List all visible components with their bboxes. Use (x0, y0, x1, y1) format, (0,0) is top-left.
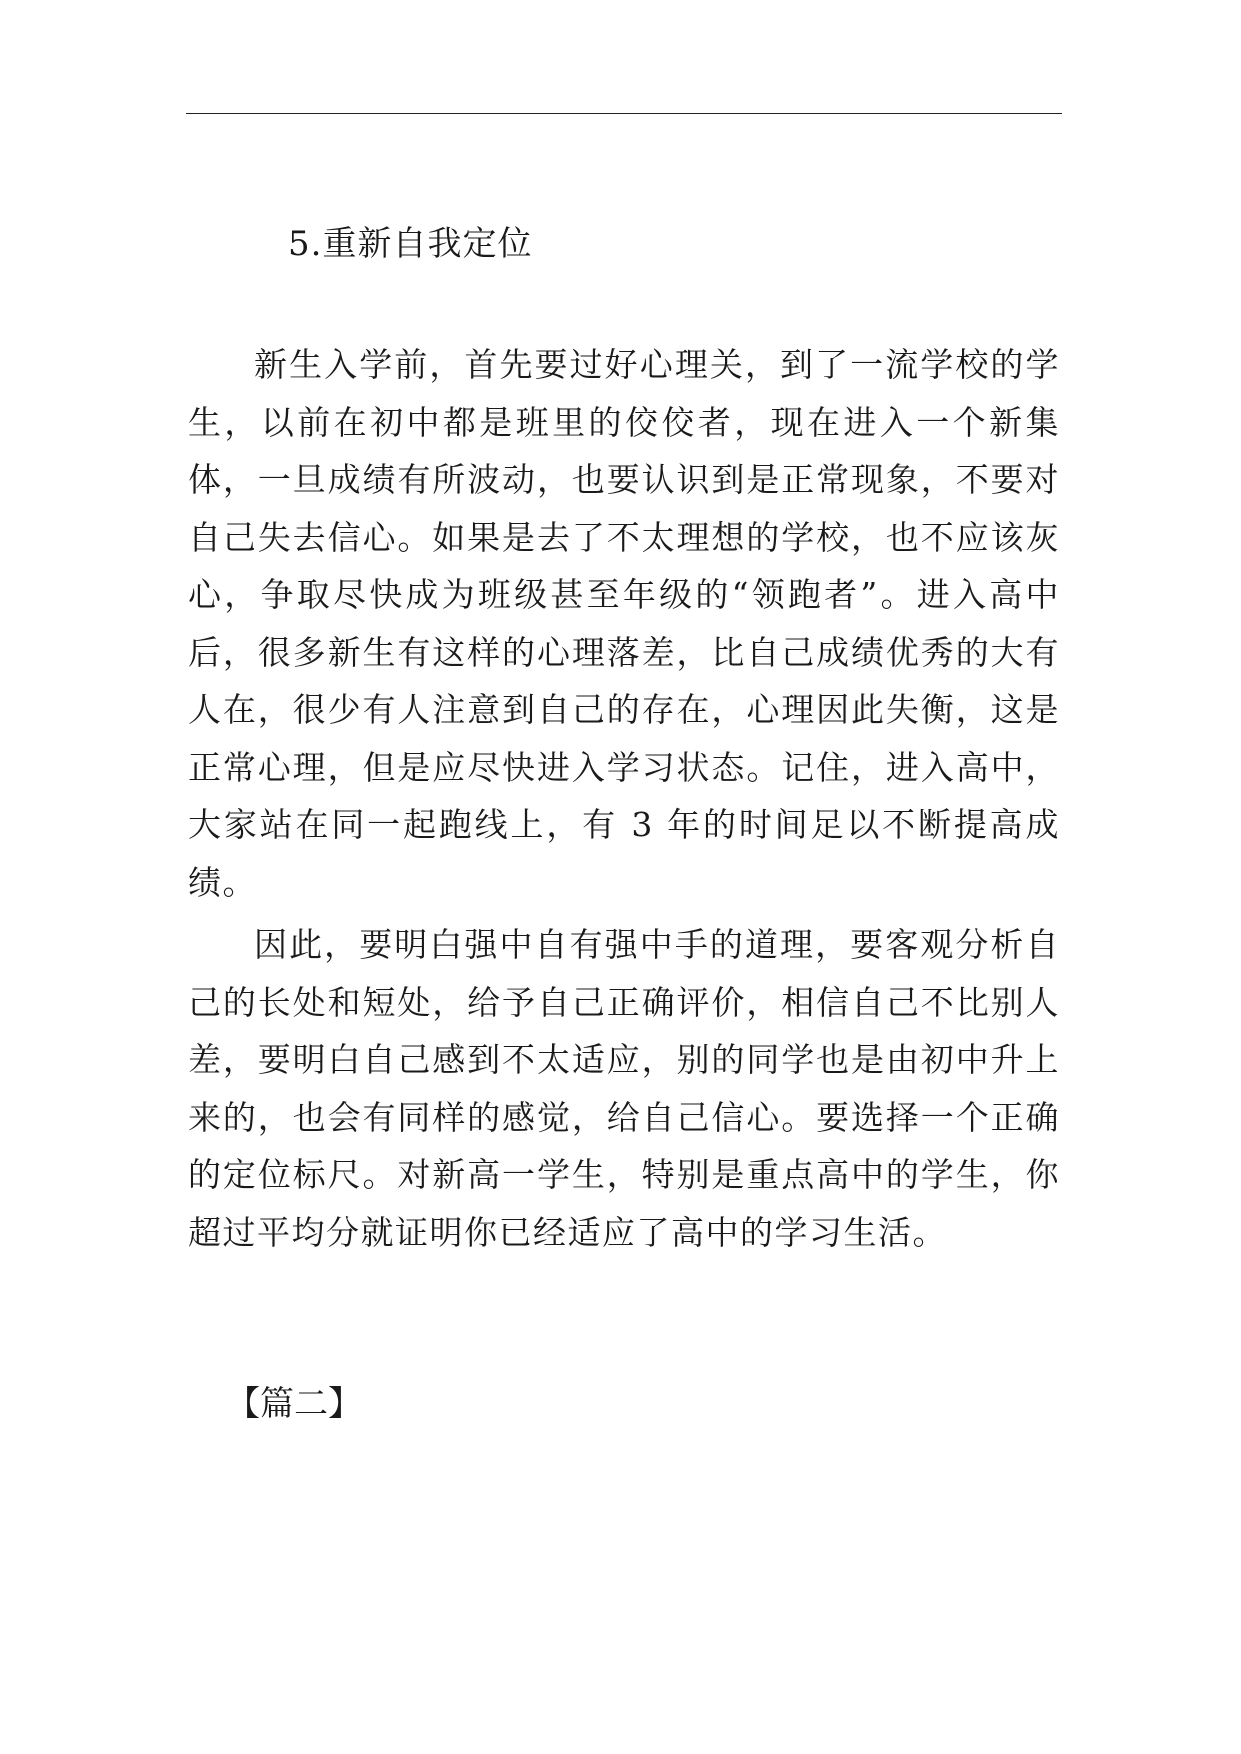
part-heading: 【篇二】 (226, 1384, 362, 1424)
header-rule (186, 113, 1062, 114)
body-paragraph-2: 因此，要明白强中自有强中手的道理，要客观分析自己的长处和短处，给予自己正确评价，相信自己不比别人差，要明白自己感到不太适应，别的同学也是由初中升上来的，也会有同样的感觉，给自己信心。要选择一个正确的定位标尺。对新高一学生，特别是重点高中的学生，你超过平均分就证明你已经适应了高中的学习生活。 (188, 925, 1060, 1252)
body-paragraph-1: 新生入学前，首先要过好心理关，到了一流学校的学生，以前在初中都是班里的佼佼者，现在进入一个新集体，一旦成绩有所波动，也要认识到是正常现象，不要对自己失去信心。如果是去了不太理想的学校，也不应该灰心，争取尽快成为班级甚至年级的“领跑者”。进入高中后，很多新生有这样的心理落差，比自己成绩优秀的大有人在，很少有人注意到自己的存在，心理因此失衡，这是正常心理，但是应尽快进入学习状态。记住，进入高中，大家站在同一起跑线上，有 3 年的时间足以不断提高成绩。 (188, 345, 1060, 902)
section-heading: 5.重新自我定位 (288, 224, 533, 264)
